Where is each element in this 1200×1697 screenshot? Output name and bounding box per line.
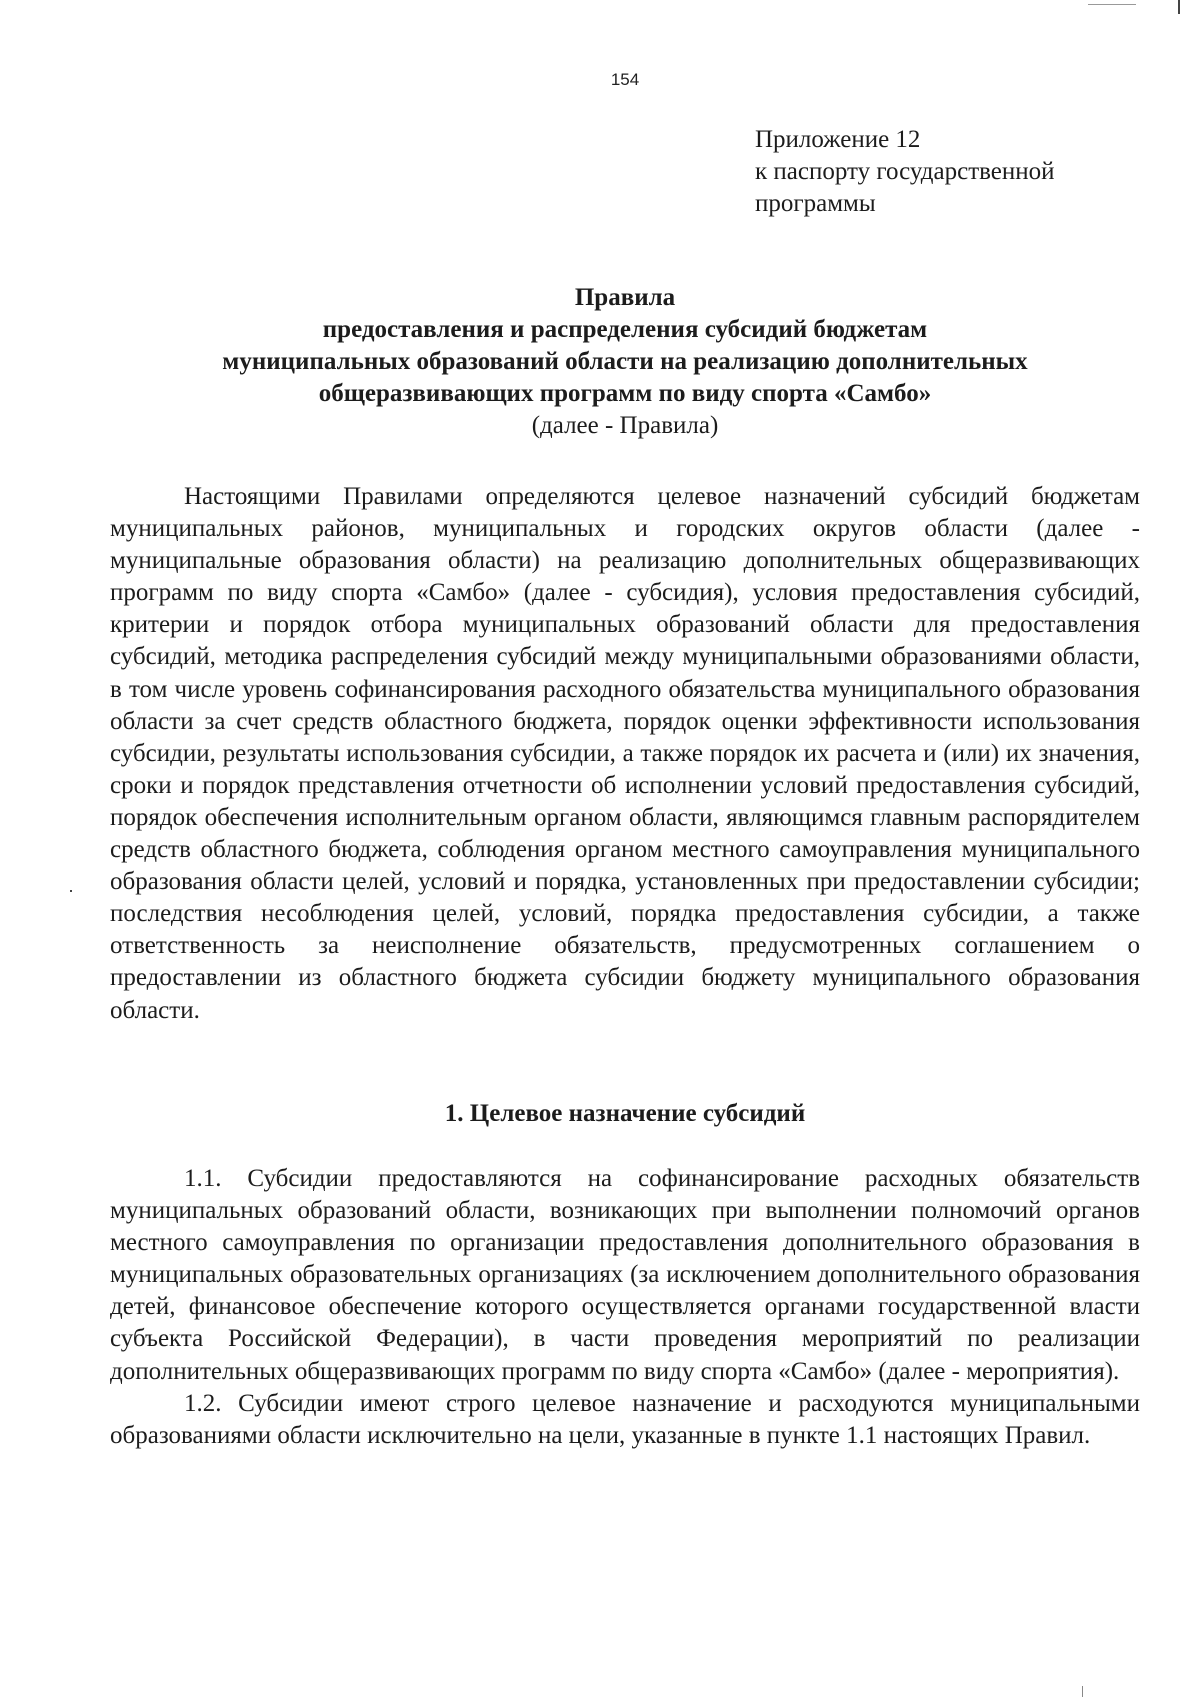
title-note: (далее - Правила) [531, 412, 719, 439]
intro-paragraph: Настоящими Правилами определяются целевое назначений субсидий бюджетам муниципальных районов, муниципальных и городских округов области (далее - муниципальные образования области) на реализацию дополнительных общеразвивающих программ по виду спорта «Самбо» (далее - субсидия), условия предоставления субсидий, критерии и порядок отбора муниципальных образований области для предоставления субсидий, методика распределения субсидий между муниципальными образованиями области, в том числе уровень софинансирования расходного обязательства муниципального образования области за счет средств областного бюджета, порядок оценки эффективности использования субсидии, результаты использования субсидии, а также порядок их расчета и (или) их значения, сроки и порядок представления отчетности об исполнении условий предоставления субсидий, порядок обеспечения исполнительным органом области, являющимся главным распорядителем средств областного бюджета, соблюдения органом местного самоуправления муниципального образования области целей, условий и порядка, установленных при предоставлении субсидии; последствия несоблюдения целей, условий, порядка предоставления субсидии, а также ответственность за неисполнение обязательств, предусмотренных соглашением о предоставлении из областного бюджета субсидии бюджету муниципального образования области. [110, 483, 1140, 1024]
scan-mark [1082, 1686, 1083, 1697]
page-number: 154 [610, 70, 640, 89]
title-heading: Правила [574, 284, 676, 311]
document-title [110, 282, 1140, 442]
title-line: муниципальных образований области на реализацию дополнительных [222, 348, 1028, 375]
appendix-note [755, 124, 1055, 220]
appendix-line: программы [755, 190, 876, 217]
scan-mark [1178, 0, 1180, 14]
title-line: общеразвивающих программ по виду спорта «Самбо» [318, 380, 932, 407]
title-line: предоставления и распределения субсидий бюджетам [322, 316, 928, 343]
paragraph-1-2: 1.2. Субсидии имеют строго целевое назначение и расходуются муниципальными образованиями области исключительно на цели, указанные в пункте 1.1 настоящих Правил. [110, 1389, 1140, 1449]
scan-mark [1088, 4, 1136, 5]
scan-mark [70, 890, 72, 892]
intro-section [110, 481, 1140, 1027]
appendix-line: Приложение 12 [755, 126, 921, 153]
section-heading: 1. Целевое назначение субсидий [444, 1100, 806, 1127]
appendix-line: к паспорту государственной [755, 158, 1055, 185]
section-body [110, 1163, 1140, 1452]
paragraph-1-1: 1.1. Субсидии предоставляются на софинансирование расходных обязательств муниципальных образований области, возникающих при выполнении полномочий органов местного самоуправления по организации предоставления дополнительного образования в муниципальных образовательных организациях (за исключением дополнительного образования детей, финансовое обеспечение которого осуществляется органами государственной власти субъекта Российской Федерации), в части проведения мероприятий по реализации дополнительных общеразвивающих программ по виду спорта «Самбо» (далее - мероприятия). [110, 1165, 1140, 1385]
